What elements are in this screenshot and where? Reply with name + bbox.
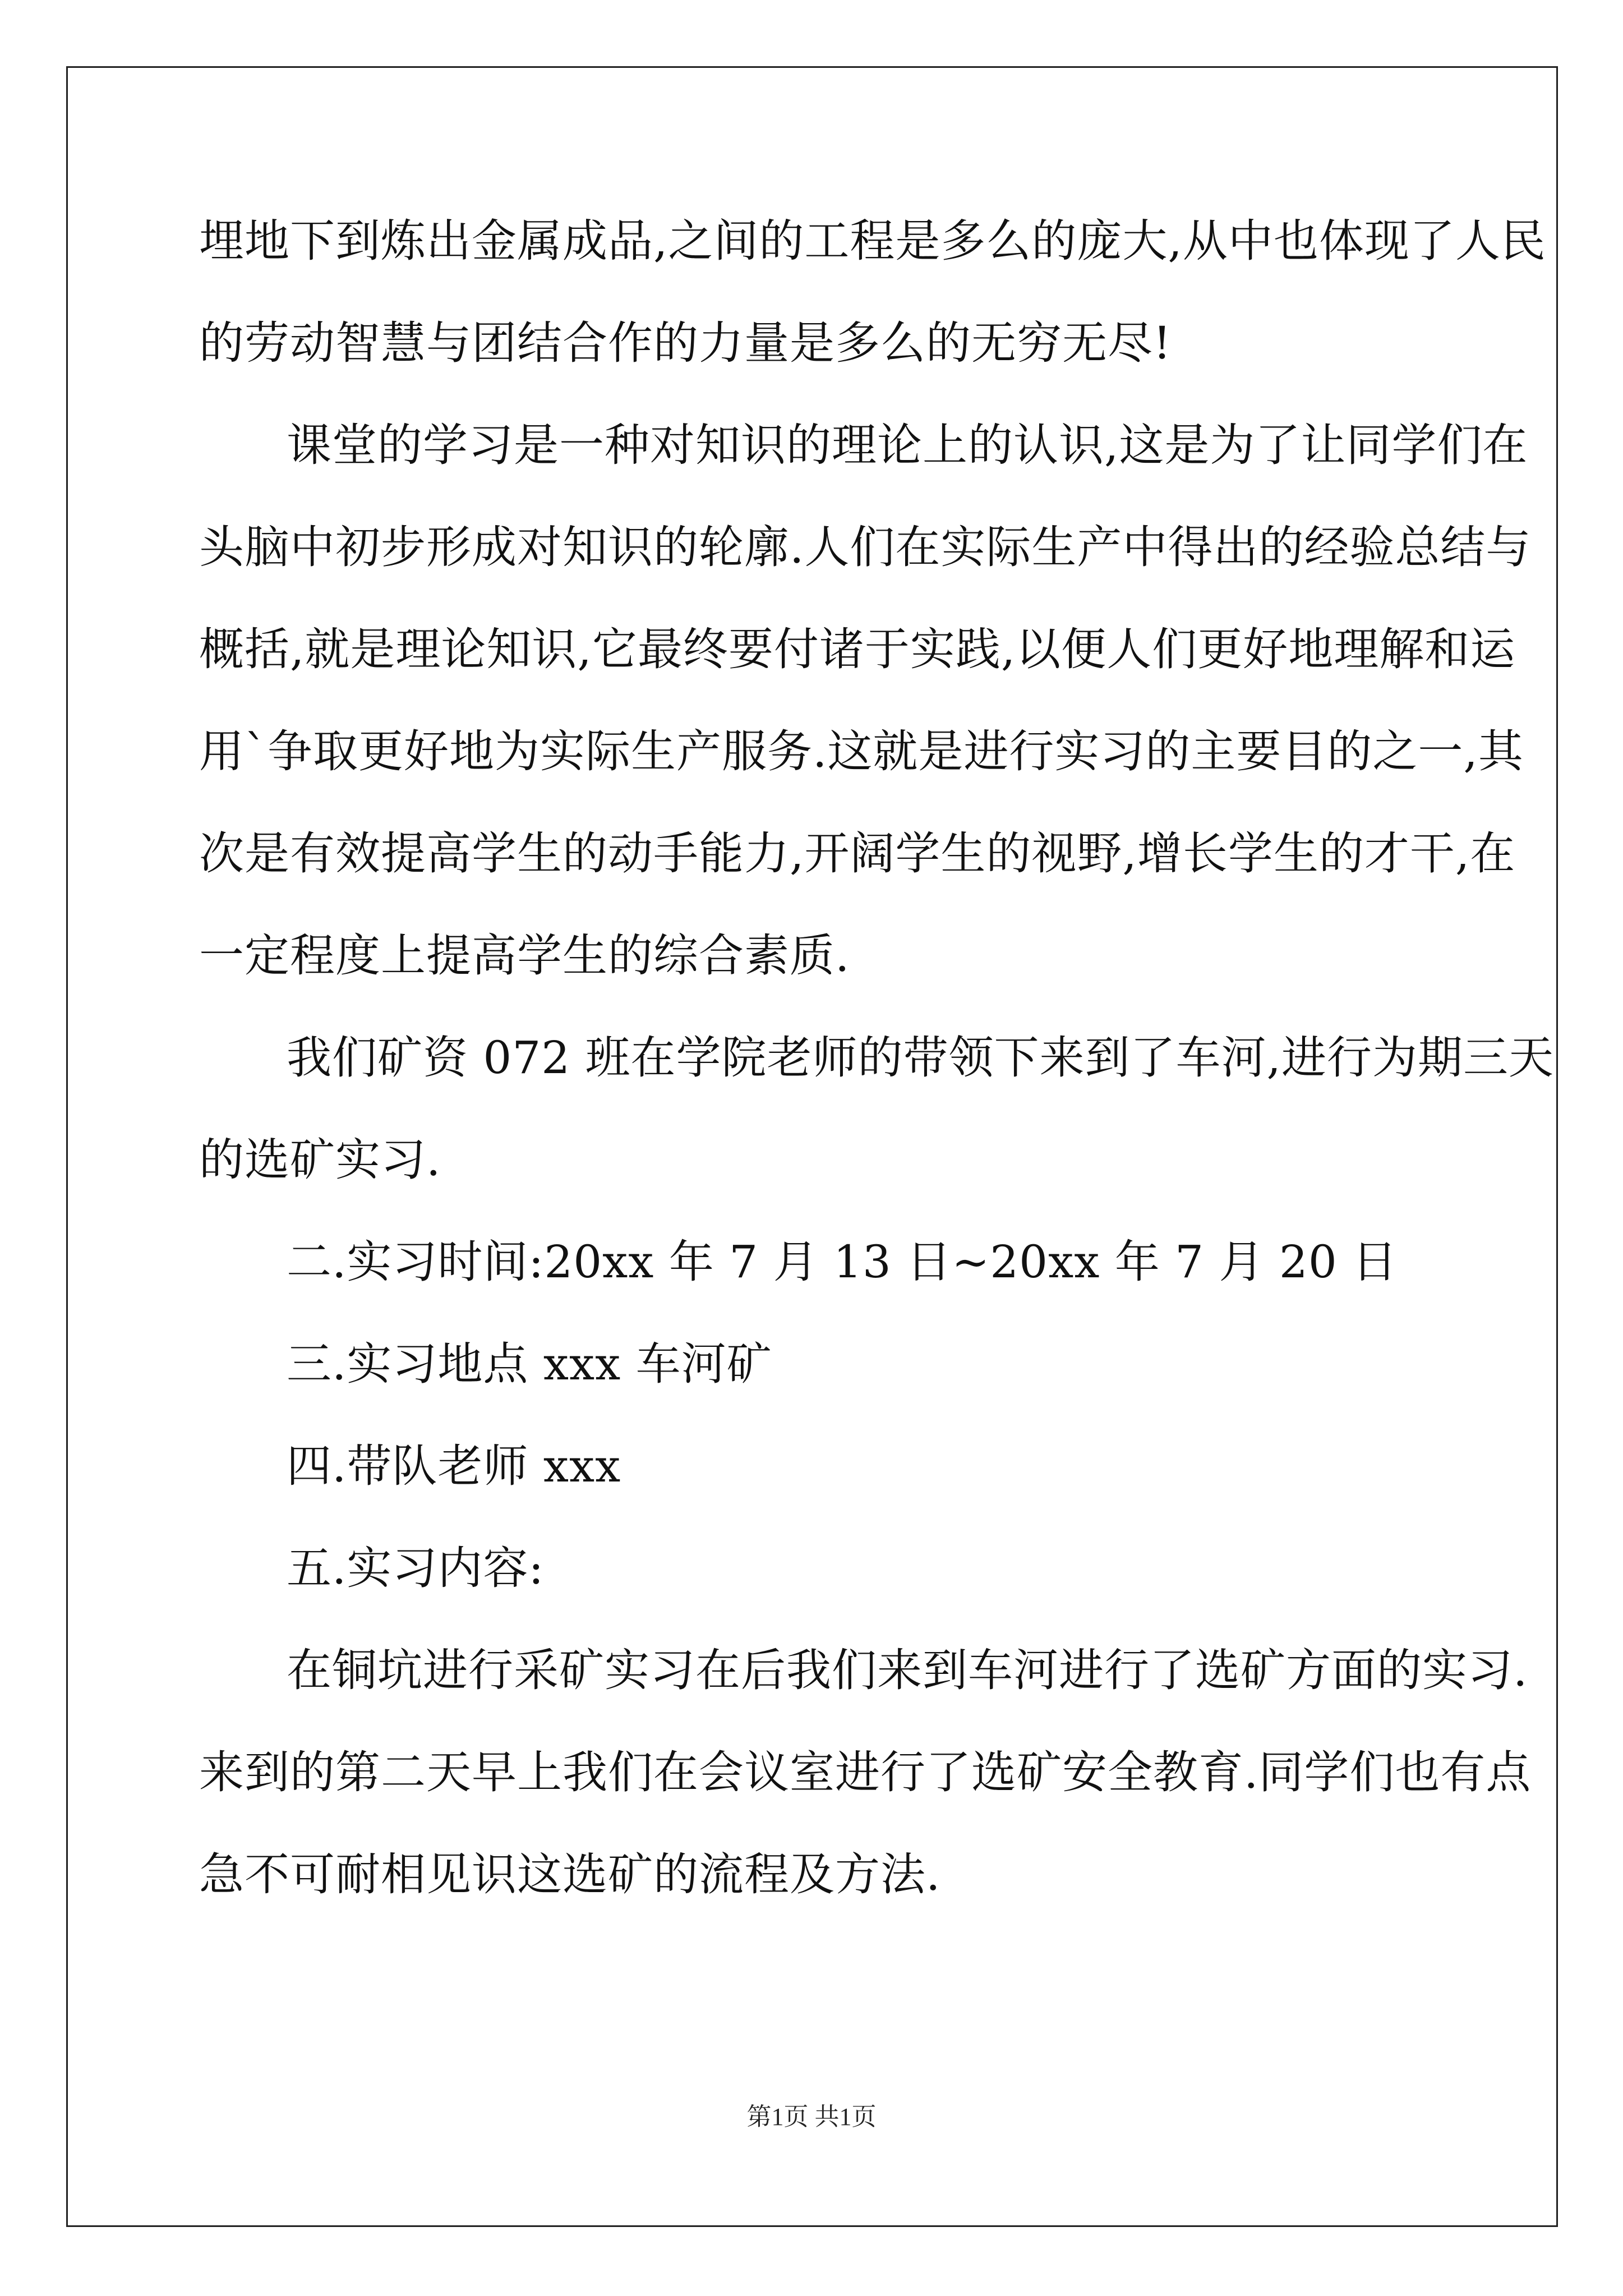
text-line-1: 埋地下到炼出金属成品,之间的工程是多么的庞大,从中也体现了人民 bbox=[199, 215, 1546, 267]
text-line-7: 次是有效提高学生的动手能力,开阔学生的视野,增长学生的才干,在 bbox=[199, 827, 1516, 880]
section-heading-content: 五.实习内容: bbox=[287, 1542, 545, 1594]
text-line-4: 头脑中初步形成对知识的轮廓.人们在实际生产中得出的经验总结与 bbox=[199, 521, 1532, 573]
text-line-17: 急不可耐相见识这选矿的流程及方法. bbox=[199, 1848, 941, 1901]
paragraph-start-line: 课堂的学习是一种对知识的理论上的认识,这是为了让同学们在 bbox=[287, 419, 1528, 471]
text-line-2: 的劳动智慧与团结合作的力量是多么的无穷无尽! bbox=[199, 317, 1172, 369]
text-line-10: 的选矿实习. bbox=[199, 1134, 441, 1186]
text-line-16: 来到的第二天早上我们在会议室进行了选矿安全教育.同学们也有点 bbox=[199, 1746, 1532, 1798]
section-heading-location: 三.实习地点 xxx 车河矿 bbox=[287, 1338, 772, 1390]
text-line-5: 概括,就是理论知识,它最终要付诸于实践,以便人们更好地理解和运 bbox=[199, 623, 1516, 675]
paragraph-start-line: 我们矿资 072 班在学院老师的带领下来到了车河,进行为期三天 bbox=[287, 1032, 1554, 1084]
section-heading-time: 二.实习时间:20xx 年 7 月 13 日~20xx 年 7 月 20 日 bbox=[287, 1236, 1398, 1288]
section-heading-teacher: 四.带队老师 xxx bbox=[287, 1440, 621, 1492]
page-number-footer: 第1页 共1页 bbox=[746, 2103, 877, 2131]
paragraph-start-line: 在铜坑进行采矿实习在后我们来到车河进行了选矿方面的实习. bbox=[287, 1644, 1528, 1696]
text-line-6: 用`争取更好地为实际生产服务.这就是进行实习的主要目的之一,其 bbox=[199, 725, 1524, 777]
text-line-8: 一定程度上提高学生的综合素质. bbox=[199, 930, 850, 982]
